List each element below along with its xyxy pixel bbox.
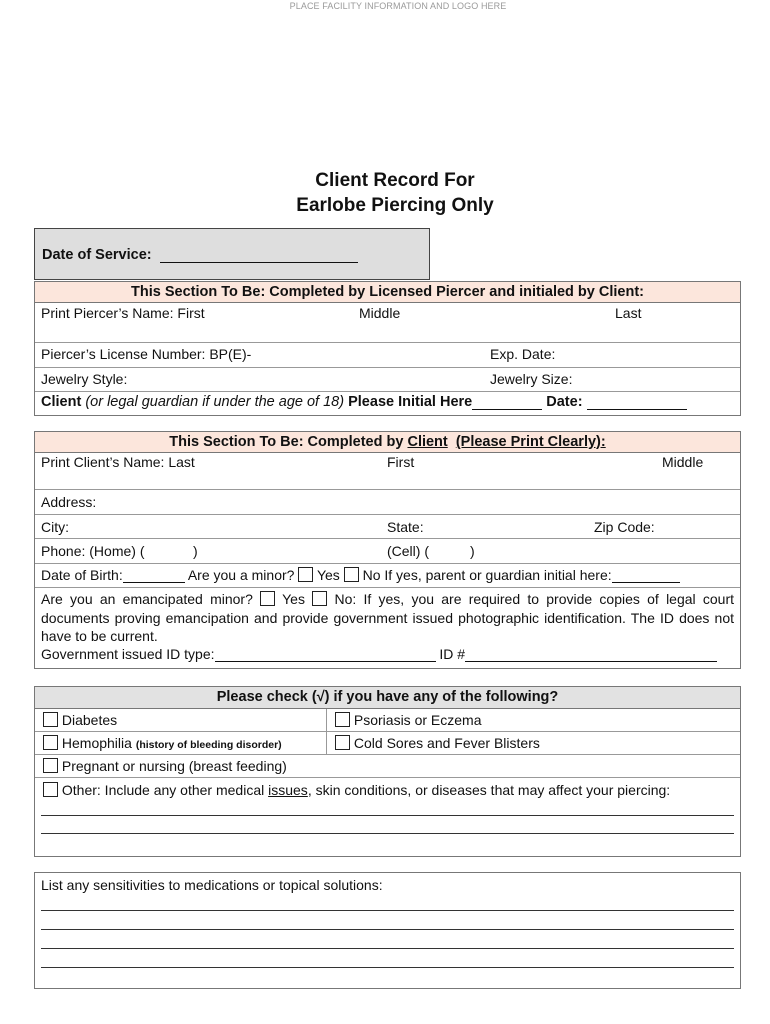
jewelry-row[interactable] [35,368,740,392]
date-of-service-label: Date of Service: [42,247,152,263]
dob-line[interactable] [123,569,185,583]
other-issues: issues [268,782,308,798]
column-divider [326,709,327,731]
hemophilia-label: Hemophilia [61,735,132,751]
minor-no-label: No If yes, parent or guardian initial here: [362,567,612,583]
client-first-label: First [387,454,415,470]
id-number-label: ID # [439,646,466,662]
gov-id-field [41,646,717,662]
phone-row[interactable] [35,539,740,564]
client-note: (or legal guardian if under the age of 18) [85,394,345,410]
id-number-line[interactable] [465,648,717,662]
sensitivities-line-3[interactable] [41,948,734,949]
other-line-1[interactable] [41,815,734,816]
client-section [34,431,741,669]
cold-sores-option[interactable] [335,735,540,751]
column-divider [326,732,327,754]
minor-question: Are you a minor? [187,567,295,583]
initial-line[interactable] [472,396,542,410]
emancipated-yes-label: Yes [282,591,305,607]
emancipated-text [41,590,734,646]
emancipated-row[interactable] [35,588,740,667]
other-option[interactable] [43,782,670,798]
other-prefix: Other: Include any other medical [61,782,269,798]
client-word: Client [41,394,82,410]
dob-field [41,567,680,583]
medical-row-2 [35,732,740,755]
city-label: City: [41,519,69,535]
date-of-service-field[interactable] [42,247,358,263]
pregnant-option[interactable] [43,758,287,774]
medical-section-heading: Please check (√) if you have any of the following? [35,687,740,709]
client-name-row[interactable] [35,453,740,490]
phone-cell-label: (Cell) ( [387,543,429,559]
minor-yes-checkbox[interactable] [298,567,313,582]
cold-sores-checkbox[interactable] [335,735,350,750]
state-label: State: [387,519,424,535]
license-row[interactable] [35,343,740,368]
pregnant-label: Pregnant or nursing (breast feeding) [61,758,287,774]
emancipated-yes-checkbox[interactable] [260,591,275,606]
facility-placeholder: PLACE FACILITY INFORMATION AND LOGO HERE [289,1,507,11]
jewelry-style-label: Jewelry Style: [41,371,128,387]
piercer-name-row[interactable] [35,303,740,343]
initial-date-label: Date: [546,394,583,410]
medical-row-other [35,778,740,854]
emancipated-question: Are you an emancipated minor? [41,591,253,607]
piercer-middle-label: Middle [359,305,401,321]
piercer-section-heading: This Section To Be: Completed by Licensed Piercer and initialed by Client: [35,282,740,303]
minor-yes-label: Yes [316,567,340,583]
medical-section [34,686,741,857]
address-label: Address: [41,494,97,510]
client-heading-suffix: (Please Print Clearly): [455,434,606,450]
client-middle-label: Middle [662,454,704,470]
sensitivities-section [34,872,741,989]
exp-date-label: Exp. Date: [490,346,556,362]
psoriasis-checkbox[interactable] [335,712,350,727]
sensitivities-line-2[interactable] [41,929,734,930]
emancipated-no-text: No: If yes, you are required to provide copies of legal court documents proving emancipation and provide government issued photographic identification. The ID does not have to be current. [41,591,735,644]
client-heading-client: Client [407,434,448,450]
dob-row[interactable] [35,564,740,588]
date-of-service-line[interactable] [160,249,358,263]
hemophilia-checkbox[interactable] [43,735,58,750]
client-name-label: Print Client’s Name: Last [41,454,195,470]
address-row[interactable] [35,490,740,515]
dob-label: Date of Birth: [41,567,123,583]
pregnant-checkbox[interactable] [43,758,58,773]
medical-row-3 [35,755,740,778]
psoriasis-option[interactable] [335,712,481,728]
medical-row-1 [35,709,740,732]
zip-label: Zip Code: [594,519,655,535]
sensitivities-line-1[interactable] [41,910,734,911]
piercer-name-label: Print Piercer’s Name: First [41,305,205,321]
diabetes-checkbox[interactable] [43,712,58,727]
form-title-line1: Client Record For [315,170,475,191]
emancipated-no-checkbox[interactable] [312,591,327,606]
guardian-initial-line[interactable] [612,569,680,583]
phone-home-close: ) [193,543,198,559]
other-checkbox[interactable] [43,782,58,797]
client-heading-prefix: This Section To Be: Completed by [169,434,408,450]
form-title-line2: Earlobe Piercing Only [296,195,494,216]
sensitivities-label: List any sensitivities to medications or topical solutions: [41,877,383,893]
hemophilia-option[interactable] [43,735,282,751]
diabetes-option[interactable] [43,712,117,728]
psoriasis-label: Psoriasis or Eczema [353,712,482,728]
diabetes-label: Diabetes [61,712,118,728]
piercer-last-label: Last [615,305,642,321]
client-initial-text [41,394,687,410]
date-of-service-box [34,228,430,280]
sensitivities-line-4[interactable] [41,967,734,968]
jewelry-size-label: Jewelry Size: [490,371,573,387]
client-section-heading [35,432,740,453]
initial-label: Please Initial Here [348,394,473,410]
license-label: Piercer’s License Number: BP(E)- [41,346,252,362]
initial-date-line[interactable] [587,396,687,410]
client-initial-row[interactable] [35,392,740,414]
gov-id-label: Government issued ID type: [41,646,215,662]
phone-home-label: Phone: (Home) ( [41,543,145,559]
cold-sores-label: Cold Sores and Fever Blisters [353,735,540,751]
minor-no-checkbox[interactable] [344,567,359,582]
phone-cell-close: ) [470,543,475,559]
gov-id-line[interactable] [215,648,436,662]
piercer-section [34,281,741,416]
hemophilia-note: (history of bleeding disorder) [135,739,282,751]
city-row[interactable] [35,515,740,539]
other-line-2[interactable] [41,833,734,834]
other-suffix: , skin conditions, or diseases that may affect your piercing: [307,782,671,798]
